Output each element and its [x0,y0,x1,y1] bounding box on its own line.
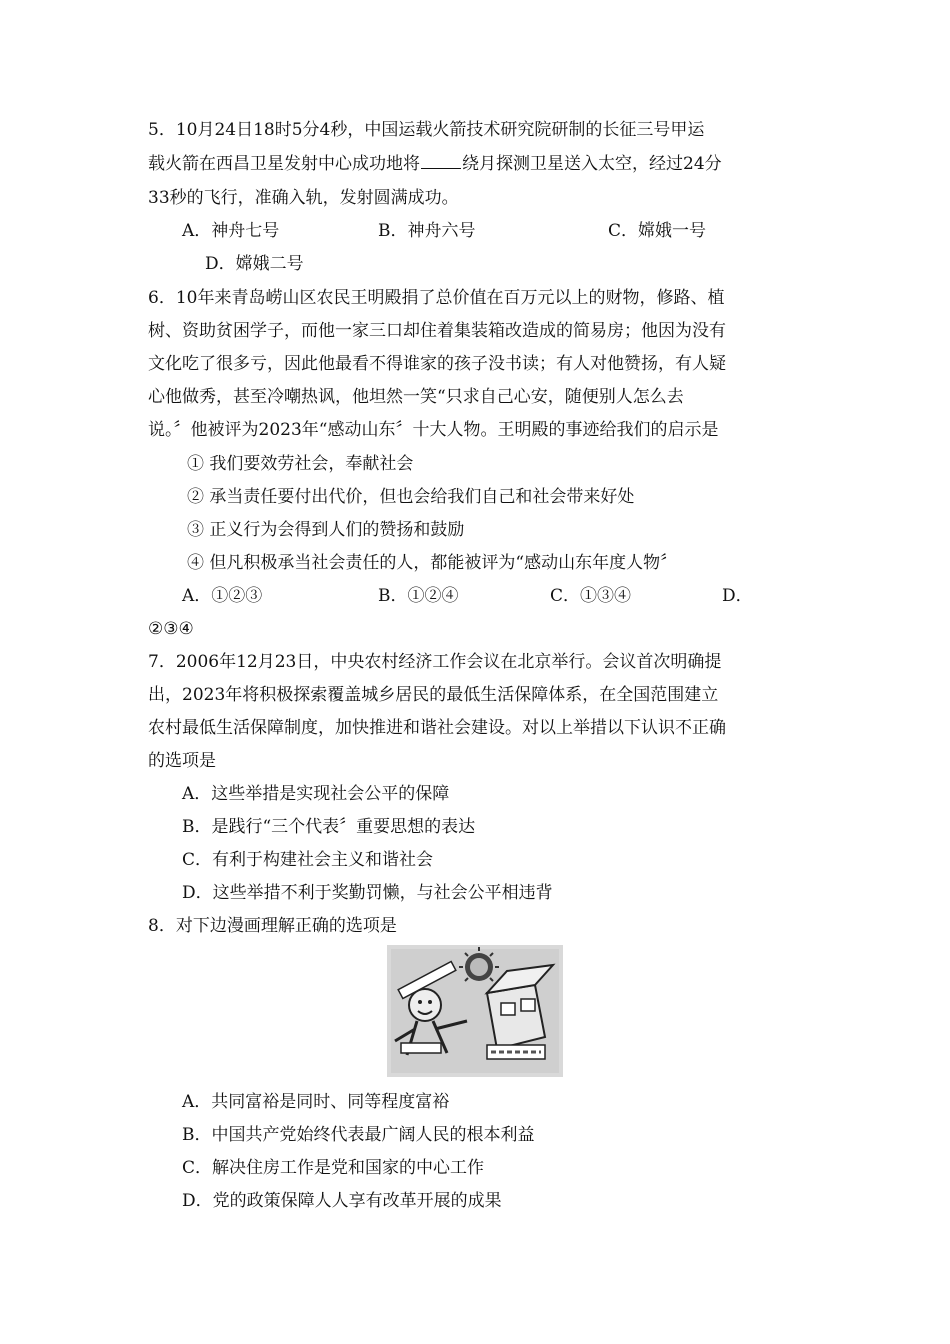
q5-line1: 5．10月24日18时5分4秒，中国运载火箭技术研究院研制的长征三号甲运 [148,120,705,140]
q7-line3: 农村最低生活保障制度，加快推进和谐社会建设。对以上举措以下认识不正确 [148,718,726,738]
q7-line2: 出，2023年将积极探索覆盖城乡居民的最低生活保障体系，在全国范围建立 [148,685,719,705]
q6-item4: ④ 但凡积极承当社会责任的人，都能被评为“感动山东年度人物〞 [187,553,678,573]
house-box-shape [487,985,545,1049]
q8-option-d: D．党的政策保障人人享有改革开展的成果 [182,1191,502,1211]
q7-line1: 7．2006年12月23日，中央农村经济工作会议在北京举行。会议首次明确提 [148,652,722,672]
q7-option-a: A．这些举措是实现社会公平的保障 [182,784,450,804]
q7-option-c: C．有利于构建社会主义和谐社会 [182,850,434,870]
q8-option-c: C．解决住房工作是党和国家的中心工作 [182,1158,485,1178]
q5-option-a: A．神舟七号 [182,221,280,241]
answer-blank [421,152,461,169]
q6-option-d-continued: ②③④ [148,619,194,639]
figure-head-shape [409,989,441,1021]
q5-option-d: D．嫦娥二号 [205,254,304,274]
q6-option-a: A．①②③ [182,586,263,606]
q5-option-b: B．神舟六号 [378,221,476,241]
q6-option-d: D． [722,586,753,606]
q8-option-a: A．共同富裕是同时、同等程度富裕 [182,1092,450,1112]
q6-line4: 心他做秀，甚至冷嘲热讽，他坦然一笑“只求自己心安，随便别人怎么去 [148,387,684,407]
q6-item1: ① 我们要效劳社会，奉献社会 [187,454,414,474]
q7-line4: 的选项是 [148,751,216,771]
q5-line2-pre: 载火箭在西昌卫星发射中心成功地将 [148,154,420,174]
q6-line3: 文化吃了很多亏，因此他最看不得谁家的孩子没书读；有人对他赞扬，有人疑 [148,354,726,374]
q7-option-d: D．这些举措不利于奖勤罚懒，与社会公平相违背 [182,883,553,903]
q7-option-b: B．是践行“三个代表〞重要思想的表达 [182,817,476,837]
cartoon-image [387,945,563,1077]
q6-line1: 6．10年来青岛崂山区农民王明殿捐了总价值在百万元以上的财物，修路、植 [148,288,725,308]
q6-option-c: C．①③④ [550,586,632,606]
q6-line2: 树、资助贫困学子，而他一家三口却住着集装箱改造成的简易房；他因为没有 [148,321,726,341]
q5-option-c: C．嫦娥一号 [608,221,707,241]
q6-item3: ③ 正义行为会得到人们的赞扬和鼓励 [187,520,465,540]
q6-line5: 说。〞他被评为2023年“感动山东〞十大人物。王明殿的事迹给我们的启示是 [148,420,719,440]
q5-line3: 33秒的飞行，准确入轨，发射圆满成功。 [148,188,459,208]
q6-item2: ② 承当责任要付出代价，但也会给我们自己和社会带来好处 [187,487,635,507]
q5-line2 [148,152,722,176]
q8-line1: 8．对下边漫画理解正确的选项是 [148,916,397,936]
q5-line2-post: 绕月探测卫星送入太空，经过24分 [462,154,722,174]
q6-option-b: B．①②④ [378,586,459,606]
q8-option-b: B．中国共产党始终代表最广阔人民的根本利益 [182,1125,535,1145]
